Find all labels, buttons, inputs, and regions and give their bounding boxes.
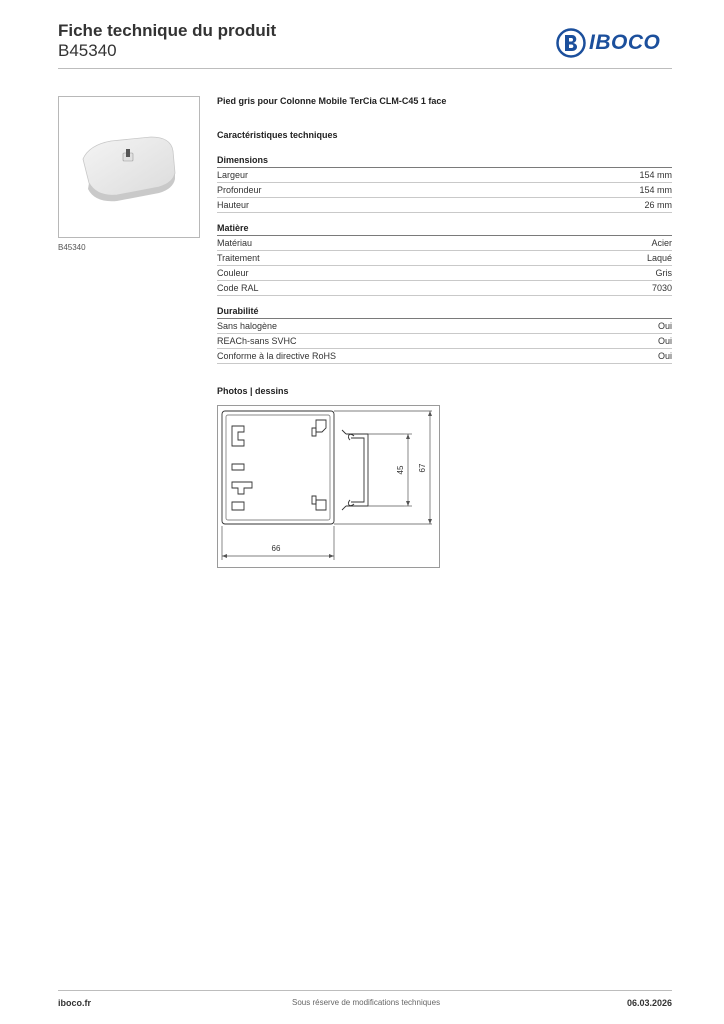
group-title: Durabilité [217,305,672,319]
table-row [217,266,672,281]
dim-outer-label: 67 [418,463,427,473]
dimensions-group [217,154,672,213]
header-divider [58,68,672,69]
group-title: Dimensions [217,154,672,168]
table-row [217,198,672,213]
matiere-group [217,222,672,296]
row-value: Gris [655,268,672,278]
row-value: Oui [657,336,672,346]
row-value: Acier [651,238,672,248]
table-row [217,349,672,364]
group-title: Matière [217,222,672,236]
row-label: Conforme à la directive RoHS [217,351,337,361]
row-label: Sans halogène [217,321,278,331]
row-value: 154 mm [639,185,672,195]
table-row [217,334,672,349]
photos-title: Photos | dessins [217,386,289,396]
row-label: Hauteur [217,200,250,210]
footer-notice: Sous réserve de modifications techniques [292,998,441,1007]
page-title: Fiche technique du produit [58,21,277,40]
dim-width-label: 66 [271,544,281,553]
row-label: Code RAL [217,283,259,293]
row-label: Largeur [217,170,249,180]
table-row [217,236,672,251]
product-base-photo-icon [59,97,199,237]
table-row [217,251,672,266]
row-value: 154 mm [639,170,672,180]
section-title: Caractéristiques techniques [217,130,338,140]
dim-inner-label: 45 [396,465,405,475]
row-value: Laqué [646,253,672,263]
product-photo [58,96,200,238]
table-row [217,168,672,183]
row-value: 7030 [651,283,672,293]
brand-logo [556,26,674,62]
table-row [217,319,672,334]
product-code: B45340 [58,41,117,60]
table-row [217,183,672,198]
row-value: Oui [657,351,672,361]
row-label: REACh-sans SVHC [217,336,297,346]
footer-website[interactable]: iboco.fr [58,998,91,1008]
profile-drawing-icon [218,406,439,567]
photo-caption: B45340 [58,243,86,252]
technical-drawing [217,405,440,568]
footer-date: 06.03.2026 [626,998,672,1008]
iboco-logo-icon [556,28,586,58]
product-name: Pied gris pour Colonne Mobile TerCia CLM-C45 1 face [217,96,447,106]
row-label: Matériau [217,238,253,248]
table-row [217,281,672,296]
footer-divider [58,990,672,991]
row-label: Profondeur [217,185,262,195]
row-label: Traitement [217,253,260,263]
row-value: Oui [657,321,672,331]
durabilite-group [217,305,672,364]
logo-text: IBOCO [589,31,661,54]
row-label: Couleur [217,268,249,278]
row-value: 26 mm [644,200,672,210]
